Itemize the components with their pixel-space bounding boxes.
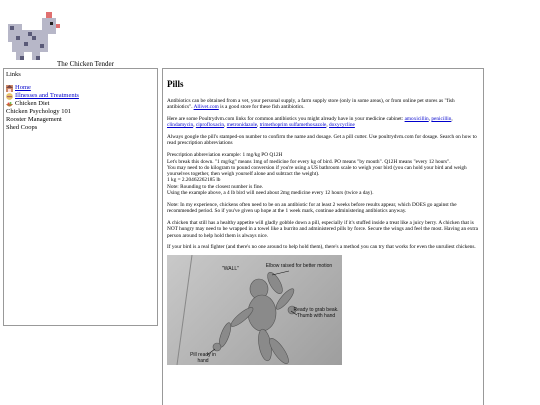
- paragraph-appetite: A chicken that still has a healthy appetite will gladly gobble down a pill, especially if it's stuffed inside a treat like a juicy berry. A chicken that is NOT hungry may need to be wrapped in a towel like a burrito and administered pills by force. Secure the wings and feel the most. Having an extra person around to help hold them is always nice.: [167, 219, 479, 239]
- link-clindamycin[interactable]: clindamycin: [167, 122, 194, 129]
- dosage-line: Note: Rounding to the closest number is fine.: [167, 183, 264, 190]
- dosage-line: Prescription abbreviation example: 1 mg/kg PO Q12H: [167, 152, 283, 159]
- link-ciprofloxacin[interactable]: ciprofloxacin: [195, 122, 225, 129]
- house-icon: [6, 85, 13, 92]
- dosage-line: 1 kg = 2.20462262185 lb: [167, 177, 221, 184]
- sidebar-heading: Links: [6, 71, 21, 78]
- sidebar-label-rooster: Rooster Management: [6, 116, 62, 123]
- sidebar-item-coops[interactable]: [6, 124, 155, 132]
- link-penicillin[interactable]: penicillin: [431, 116, 452, 123]
- chicken-logo: [2, 6, 62, 66]
- paragraph-sources-tail: is a good store for these fish antibiotics.: [220, 104, 305, 111]
- grab-label: Ready to grab beak. Thumb with hand: [293, 307, 339, 319]
- bowl-icon: [6, 101, 13, 108]
- sidebar-item-illnesses[interactable]: [6, 92, 155, 100]
- paragraph-dosage: [167, 152, 478, 196]
- paragraph-sources: [167, 98, 478, 111]
- pill-technique-illustration: [167, 255, 342, 365]
- dosage-line: Using the example above, a 4 lb bird will need about 2mg medicine every 12 hours (twice a day).: [167, 190, 374, 197]
- paragraph-pill-tips: Always google the pill's stamped-on number to confirm the name and dosage. Get a pill cutter. Use poultrydvm.com for dosage. Search on how to read prescription abbreviations: [167, 134, 477, 147]
- antibiotic-links-intro: Here are some Poultrydvm.com links for common antibiotics you might already have in your medicine cabinet:: [167, 116, 404, 123]
- sidebar-link-illnesses[interactable]: Illnesses and Treatments: [15, 92, 79, 99]
- article-panel: [162, 68, 484, 405]
- dosage-line: Let's break this down. "1 mg/kg" means 1mg of medicine for every kg of bird. PO means "by mouth". Q12H means "every 12 hours".: [167, 158, 451, 165]
- bandage-icon: [6, 93, 13, 100]
- sidebar-item-psychology[interactable]: [6, 108, 155, 116]
- paragraph-duration-note: Note: In my experience, chickens often need to be on an antibiotic for at least 2 weeks before results appear, which DOES go against the recommended period. So if you've given up hope at the 1 week mark, continue administering antibiotics anyway.: [167, 201, 457, 215]
- site-title: The Chicken Tender: [57, 60, 114, 68]
- allivet-link[interactable]: Allivet.com: [193, 104, 219, 111]
- link-doxycycline[interactable]: doxycycline: [329, 122, 355, 129]
- sidebar-item-home[interactable]: [6, 84, 155, 92]
- sidebar-label-diet: Chicken Diet: [15, 100, 50, 107]
- link-amoxicillin[interactable]: amoxicillin: [404, 116, 429, 123]
- link-metronidazole[interactable]: metronidazole: [226, 122, 258, 129]
- paragraph-antibiotic-links: Here are some Poultrydvm.com links for common antibiotics you might already have in your medicine cabinet: amoxicillin, penicillin, clindamycin, ciprofloxacin, metronidazole, trimethoprim sulfamethoxazole, doxycycline: [167, 116, 453, 129]
- sidebar-item-diet[interactable]: [6, 100, 155, 108]
- sidebar-link-home[interactable]: Home: [15, 84, 31, 91]
- link-trimethoprim-sulfamethoxazole[interactable]: trimethoprim sulfamethoxazole: [259, 122, 327, 129]
- sidebar: [3, 68, 158, 326]
- sidebar-item-rooster[interactable]: [6, 116, 155, 124]
- paragraph-sources-text: Antibiotics can be obtained from a vet, your personal supply, a farm supply store (only in some areas), or from online pet stores as "fish antibiotics".: [167, 98, 455, 111]
- paragraph-fighter: If your bird is a real fighter (and there's no one around to help hold them), there's a method you can try that works for even the unruliest chickens.: [167, 244, 476, 251]
- pill-label: Pill ready in hand: [190, 352, 216, 364]
- sidebar-label-coops: Shed Coops: [6, 124, 38, 131]
- dosage-line: You may need to do kilogram to pound conversion if you're using a US bathroom scale to weigh your bird (you can hold your bird and weigh yourselves together, then weigh yourself alone and subtract the weight).: [167, 164, 467, 178]
- page-title: Pills: [167, 79, 184, 89]
- wall-label: "WALL": [222, 266, 239, 273]
- elbow-label: Elbow raised for better motion: [265, 263, 333, 270]
- sidebar-label-psychology: Chicken Psychology 101: [6, 108, 71, 115]
